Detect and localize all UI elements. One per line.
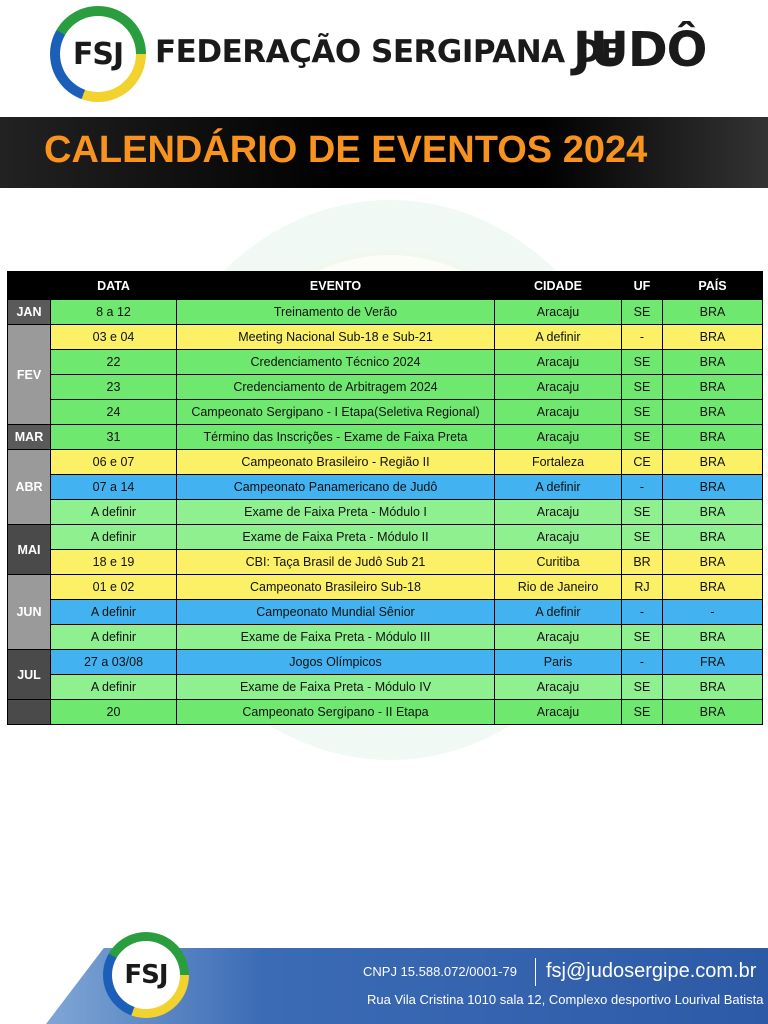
table-row — [8, 675, 763, 700]
header-data: DATA — [51, 272, 177, 300]
cell-cidade: A definir — [495, 325, 622, 350]
footer-logo-text: FSJ — [112, 941, 180, 1009]
table-row — [8, 600, 763, 625]
cell-pais: BRA — [663, 575, 763, 600]
title-banner — [0, 117, 768, 188]
cell-evento: Exame de Faixa Preta - Módulo I — [177, 500, 495, 525]
cell-evento: Campeonato Mundial Sênior — [177, 600, 495, 625]
cell-uf: SE — [622, 700, 663, 725]
cell-data: 18 e 19 — [51, 550, 177, 575]
cell-cidade: Aracaju — [495, 400, 622, 425]
cell-data: 24 — [51, 400, 177, 425]
footer — [0, 940, 768, 1024]
cell-cidade: Rio de Janeiro — [495, 575, 622, 600]
header-month — [8, 272, 51, 300]
header-pais: PAÍS — [663, 272, 763, 300]
logo-text: FSJ — [60, 16, 136, 92]
cell-pais: BRA — [663, 675, 763, 700]
cell-uf: CE — [622, 450, 663, 475]
fsj-logo — [50, 6, 146, 102]
cell-evento: Exame de Faixa Preta - Módulo II — [177, 525, 495, 550]
table-row — [8, 425, 763, 450]
cell-evento: Campeonato Panamericano de Judô — [177, 475, 495, 500]
cell-data: 20 — [51, 700, 177, 725]
cell-cidade: Fortaleza — [495, 450, 622, 475]
cell-uf: SE — [622, 675, 663, 700]
table-header-row — [8, 272, 763, 300]
cell-pais: BRA — [663, 700, 763, 725]
cell-cidade: Aracaju — [495, 500, 622, 525]
cell-evento: Treinamento de Verão — [177, 300, 495, 325]
month-mar: MAR — [8, 425, 51, 450]
cell-pais: BRA — [663, 475, 763, 500]
cell-uf: SE — [622, 500, 663, 525]
header — [0, 0, 768, 110]
cell-uf: - — [622, 475, 663, 500]
table-row — [8, 400, 763, 425]
cell-evento: Meeting Nacional Sub-18 e Sub-21 — [177, 325, 495, 350]
cell-uf: SE — [622, 300, 663, 325]
month-jun: JUN — [8, 575, 51, 650]
cell-cidade: Aracaju — [495, 625, 622, 650]
cell-evento: CBI: Taça Brasil de Judô Sub 21 — [177, 550, 495, 575]
table-row — [8, 650, 763, 675]
cell-pais: BRA — [663, 350, 763, 375]
cell-pais: BRA — [663, 425, 763, 450]
table-row — [8, 475, 763, 500]
cell-uf: SE — [622, 375, 663, 400]
cell-pais: BRA — [663, 550, 763, 575]
cell-evento: Campeonato Brasileiro Sub-18 — [177, 575, 495, 600]
cell-data: 06 e 07 — [51, 450, 177, 475]
month-empty — [8, 700, 51, 725]
cell-evento: Credenciamento de Arbitragem 2024 — [177, 375, 495, 400]
cell-uf: - — [622, 600, 663, 625]
cell-cidade: Aracaju — [495, 700, 622, 725]
table-row — [8, 350, 763, 375]
footer-fsj-logo — [103, 932, 189, 1018]
cell-cidade: Aracaju — [495, 525, 622, 550]
table-row — [8, 525, 763, 550]
cell-cidade: A definir — [495, 475, 622, 500]
cell-cidade: Aracaju — [495, 300, 622, 325]
cell-uf: SE — [622, 400, 663, 425]
month-mai: MAI — [8, 525, 51, 575]
cell-cidade: Aracaju — [495, 375, 622, 400]
table-row — [8, 550, 763, 575]
cell-pais: BRA — [663, 625, 763, 650]
cell-uf: - — [622, 650, 663, 675]
cell-cidade: Curitiba — [495, 550, 622, 575]
cell-evento: Exame de Faixa Preta - Módulo III — [177, 625, 495, 650]
cell-cidade: Aracaju — [495, 350, 622, 375]
page-title: CALENDÁRIO DE EVENTOS 2024 — [44, 129, 648, 171]
cnpj-text: CNPJ 15.588.072/0001-79 — [363, 964, 517, 979]
cell-data: A definir — [51, 500, 177, 525]
cell-cidade: Aracaju — [495, 675, 622, 700]
cell-data: A definir — [51, 675, 177, 700]
table-row — [8, 375, 763, 400]
cell-uf: RJ — [622, 575, 663, 600]
cell-data: 8 a 12 — [51, 300, 177, 325]
month-abr: ABR — [8, 450, 51, 525]
cell-cidade: Aracaju — [495, 425, 622, 450]
address-text: Rua Vila Cristina 1010 sala 12, Complexo desportivo Lourival Batista — [367, 992, 764, 1007]
table-row — [8, 300, 763, 325]
header-cidade: CIDADE — [495, 272, 622, 300]
events-calendar-table — [7, 271, 763, 725]
table-row — [8, 575, 763, 600]
cell-data: 27 a 03/08 — [51, 650, 177, 675]
table-row — [8, 325, 763, 350]
table-row — [8, 500, 763, 525]
month-fev: FEV — [8, 325, 51, 425]
cell-pais: BRA — [663, 375, 763, 400]
header-uf: UF — [622, 272, 663, 300]
cell-pais: BRA — [663, 400, 763, 425]
cell-evento: Término das Inscrições - Exame de Faixa Preta — [177, 425, 495, 450]
month-jan: JAN — [8, 300, 51, 325]
cell-pais: BRA — [663, 450, 763, 475]
email-link[interactable]: fsj@judosergipe.com.br — [546, 960, 757, 982]
cell-pais: BRA — [663, 525, 763, 550]
cell-data: 03 e 04 — [51, 325, 177, 350]
cell-cidade: A definir — [495, 600, 622, 625]
cell-data: A definir — [51, 600, 177, 625]
cell-uf: - — [622, 325, 663, 350]
cell-pais: - — [663, 600, 763, 625]
cell-uf: BR — [622, 550, 663, 575]
cell-evento: Jogos Olímpicos — [177, 650, 495, 675]
federation-name: FEDERAÇÃO SERGIPANA DE — [155, 34, 621, 70]
month-jul: JUL — [8, 650, 51, 700]
cell-data: 23 — [51, 375, 177, 400]
cell-uf: SE — [622, 350, 663, 375]
cell-pais: BRA — [663, 300, 763, 325]
footer-divider — [535, 958, 536, 986]
cell-data: A definir — [51, 525, 177, 550]
cell-data: A definir — [51, 625, 177, 650]
header-evento: EVENTO — [177, 272, 495, 300]
cell-uf: SE — [622, 525, 663, 550]
cell-data: 22 — [51, 350, 177, 375]
cell-data: 07 a 14 — [51, 475, 177, 500]
cell-uf: SE — [622, 425, 663, 450]
cell-pais: BRA — [663, 500, 763, 525]
cell-evento: Credenciamento Técnico 2024 — [177, 350, 495, 375]
table-row — [8, 700, 763, 725]
cell-pais: BRA — [663, 325, 763, 350]
federation-sport: JUDÔ — [573, 22, 707, 78]
cell-data: 31 — [51, 425, 177, 450]
cell-evento: Exame de Faixa Preta - Módulo IV — [177, 675, 495, 700]
table-row — [8, 625, 763, 650]
cell-evento: Campeonato Sergipano - I Etapa(Seletiva Regional) — [177, 400, 495, 425]
cell-cidade: Paris — [495, 650, 622, 675]
table-row — [8, 450, 763, 475]
cell-data: 01 e 02 — [51, 575, 177, 600]
cell-evento: Campeonato Sergipano - II Etapa — [177, 700, 495, 725]
cell-evento: Campeonato Brasileiro - Região II — [177, 450, 495, 475]
cell-uf: SE — [622, 625, 663, 650]
cell-pais: FRA — [663, 650, 763, 675]
